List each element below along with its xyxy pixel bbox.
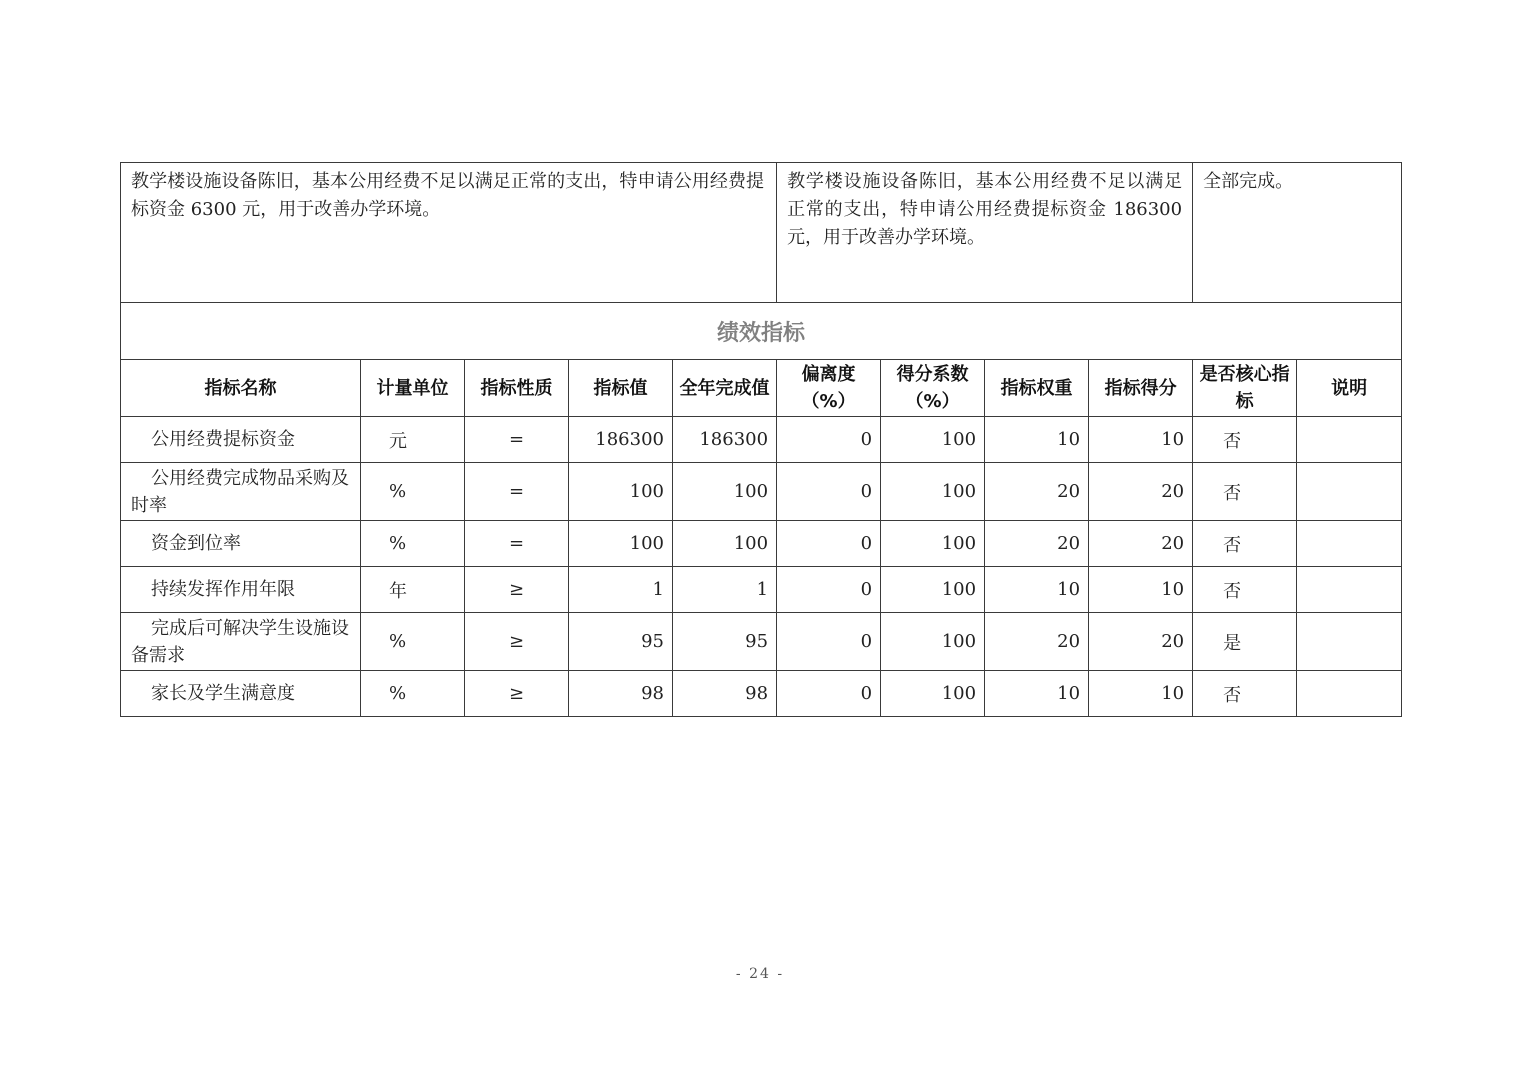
indicator-unit: % <box>361 613 465 671</box>
indicator-actual: 98 <box>673 671 777 717</box>
indicator-weight: 10 <box>985 567 1089 613</box>
indicator-core: 否 <box>1193 521 1297 567</box>
header-score-coefficient: 得分系数（%） <box>881 360 985 417</box>
indicator-note <box>1297 521 1402 567</box>
header-score: 指标得分 <box>1089 360 1193 417</box>
indicator-target: 100 <box>569 521 673 567</box>
indicator-name: 完成后可解决学生设施设备需求 <box>121 613 361 671</box>
indicator-coefficient: 100 <box>881 521 985 567</box>
indicator-actual: 95 <box>673 613 777 671</box>
table-row <box>121 417 1402 463</box>
indicator-actual: 186300 <box>673 417 777 463</box>
header-target-value: 指标值 <box>569 360 673 417</box>
indicator-unit: % <box>361 463 465 521</box>
indicator-note <box>1297 417 1402 463</box>
indicator-nature: = <box>465 521 569 567</box>
performance-table <box>120 162 1402 717</box>
indicator-deviation: 0 <box>777 463 881 521</box>
indicator-score: 10 <box>1089 567 1193 613</box>
header-deviation: 偏离度（%） <box>777 360 881 417</box>
table-row <box>121 463 1402 521</box>
indicator-coefficient: 100 <box>881 567 985 613</box>
indicator-core: 否 <box>1193 671 1297 717</box>
header-annual-actual: 全年完成值 <box>673 360 777 417</box>
indicator-unit: % <box>361 521 465 567</box>
table-row <box>121 521 1402 567</box>
header-row <box>121 360 1402 417</box>
indicator-name: 持续发挥作用年限 <box>121 567 361 613</box>
indicator-note <box>1297 613 1402 671</box>
indicator-score: 20 <box>1089 613 1193 671</box>
indicator-nature: ≥ <box>465 613 569 671</box>
header-nature: 指标性质 <box>465 360 569 417</box>
indicator-coefficient: 100 <box>881 417 985 463</box>
indicator-target: 1 <box>569 567 673 613</box>
indicator-target: 98 <box>569 671 673 717</box>
indicator-actual: 100 <box>673 521 777 567</box>
indicator-deviation: 0 <box>777 521 881 567</box>
indicator-name: 公用经费提标资金 <box>121 417 361 463</box>
indicator-target: 95 <box>569 613 673 671</box>
indicator-deviation: 0 <box>777 567 881 613</box>
indicator-score: 20 <box>1089 521 1193 567</box>
indicator-nature: = <box>465 417 569 463</box>
indicator-nature: ≥ <box>465 671 569 717</box>
indicator-target: 100 <box>569 463 673 521</box>
header-core-indicator: 是否核心指标 <box>1193 360 1297 417</box>
indicator-core: 是 <box>1193 613 1297 671</box>
indicator-note <box>1297 567 1402 613</box>
indicator-deviation: 0 <box>777 671 881 717</box>
indicator-weight: 20 <box>985 463 1089 521</box>
header-unit: 计量单位 <box>361 360 465 417</box>
indicator-actual: 100 <box>673 463 777 521</box>
indicator-score: 10 <box>1089 671 1193 717</box>
header-indicator-name: 指标名称 <box>121 360 361 417</box>
indicator-deviation: 0 <box>777 417 881 463</box>
summary-row <box>121 163 1402 303</box>
actual-description: 教学楼设施设备陈旧，基本公用经费不足以满足正常的支出，特申请公用经费提标资金 186300 元，用于改善办学环境。 <box>777 163 1193 303</box>
section-title-row <box>121 303 1402 360</box>
header-weight: 指标权重 <box>985 360 1089 417</box>
indicator-score: 10 <box>1089 417 1193 463</box>
indicator-target: 186300 <box>569 417 673 463</box>
indicator-unit: % <box>361 671 465 717</box>
indicator-name: 资金到位率 <box>121 521 361 567</box>
indicator-nature: ≥ <box>465 567 569 613</box>
indicator-actual: 1 <box>673 567 777 613</box>
indicator-core: 否 <box>1193 417 1297 463</box>
table-row <box>121 613 1402 671</box>
completion-status: 全部完成。 <box>1193 163 1402 303</box>
page-number: - 24 - <box>735 966 785 982</box>
header-note: 说明 <box>1297 360 1402 417</box>
indicator-unit: 年 <box>361 567 465 613</box>
indicator-core: 否 <box>1193 463 1297 521</box>
table-row <box>121 567 1402 613</box>
indicator-weight: 10 <box>985 417 1089 463</box>
indicator-weight: 20 <box>985 521 1089 567</box>
indicator-note <box>1297 671 1402 717</box>
indicator-coefficient: 100 <box>881 463 985 521</box>
indicator-name: 家长及学生满意度 <box>121 671 361 717</box>
plan-description: 教学楼设施设备陈旧，基本公用经费不足以满足正常的支出，特申请公用经费提标资金 6300 元，用于改善办学环境。 <box>121 163 777 303</box>
indicator-coefficient: 100 <box>881 613 985 671</box>
indicator-core: 否 <box>1193 567 1297 613</box>
table-row <box>121 671 1402 717</box>
section-title: 绩效指标 <box>121 303 1402 360</box>
indicator-weight: 10 <box>985 671 1089 717</box>
indicator-note <box>1297 463 1402 521</box>
indicator-name: 公用经费完成物品采购及时率 <box>121 463 361 521</box>
indicator-score: 20 <box>1089 463 1193 521</box>
indicator-nature: = <box>465 463 569 521</box>
indicator-unit: 元 <box>361 417 465 463</box>
indicator-weight: 20 <box>985 613 1089 671</box>
indicator-deviation: 0 <box>777 613 881 671</box>
indicator-coefficient: 100 <box>881 671 985 717</box>
